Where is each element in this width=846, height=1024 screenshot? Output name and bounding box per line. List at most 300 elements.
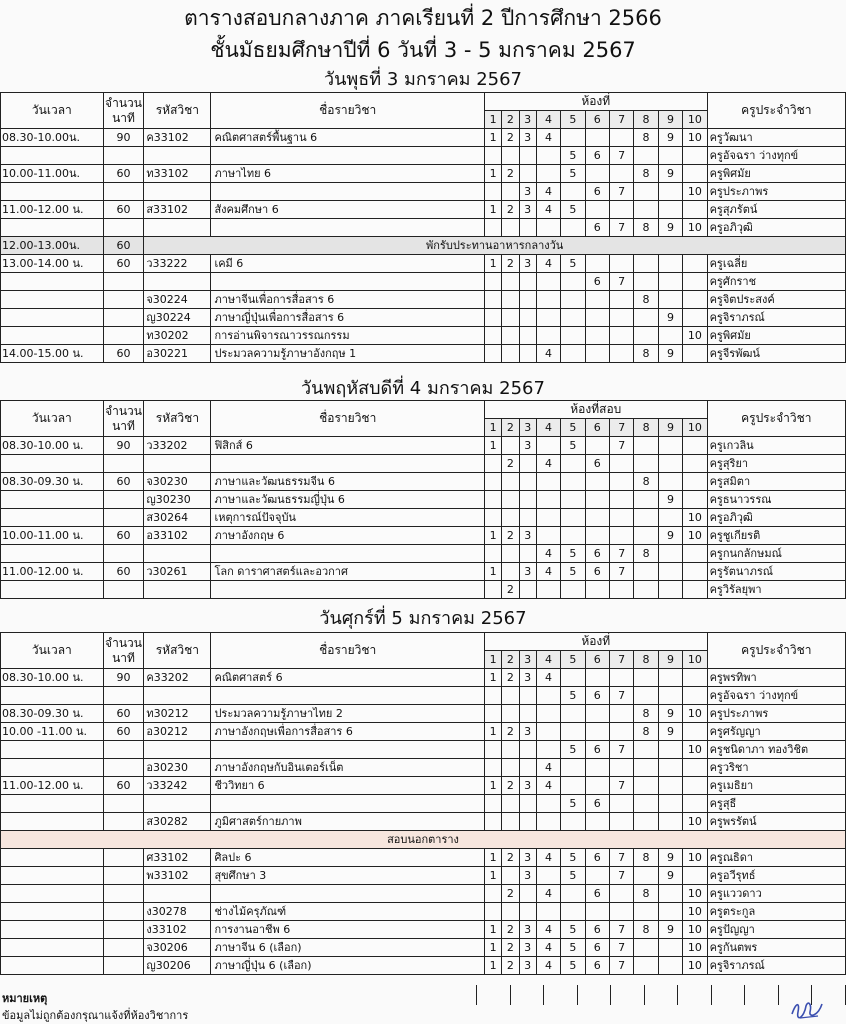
minutes-cell [103,813,144,831]
room-cell: 6 [585,741,609,759]
room-cell: 3 [519,723,536,741]
subject-name-cell: คณิตศาสตร์ 6 [211,669,485,687]
room-cell: 4 [536,777,560,795]
section-label: สอบนอกตาราง [1,831,846,849]
room-cell [502,705,519,723]
subject-code-cell: ค33202 [144,669,211,687]
subject-code-cell: ท30202 [144,327,211,345]
room-cell: 4 [536,255,560,273]
room-cell [634,581,658,599]
time-cell [1,309,104,327]
room-cell: 3 [519,939,536,957]
room-cell: 3 [519,669,536,687]
room-cell: 7 [609,219,633,237]
room-cell: 10 [683,903,707,921]
room-cell [502,903,519,921]
subject-name-cell: โลก ดาราศาสตร์และอวกาศ [211,563,485,581]
room-cell [519,545,536,563]
minutes-cell: 60 [103,705,144,723]
room-cell: 10 [683,509,707,527]
room-cell [561,759,585,777]
column-header-teacher: ครูประจำวิชา [707,93,845,129]
minutes-cell [103,545,144,563]
room-cell [585,255,609,273]
column-header-subject: ชื่อรายวิชา [211,401,485,437]
room-cell: 2 [502,527,519,545]
room-cell: 5 [561,741,585,759]
room-cell [585,327,609,345]
exam-row [1,129,846,147]
room-cell [634,183,658,201]
exam-row [1,201,846,219]
room-cell [536,309,560,327]
exam-row [1,509,846,527]
room-cell [683,545,707,563]
room-cell: 2 [502,777,519,795]
room-cell [519,741,536,759]
room-cell [561,455,585,473]
room-number-header: 9 [658,419,682,437]
subject-code-cell: จ30206 [144,939,211,957]
room-cell: 10 [683,885,707,903]
teacher-cell: ครูพิศมัย [707,165,845,183]
room-cell [484,491,501,509]
exam-row [1,219,846,237]
exam-row [1,309,846,327]
room-number-header: 3 [519,419,536,437]
room-cell [585,437,609,455]
time-cell: 11.00-12.00 น. [1,777,104,795]
room-cell: 1 [484,201,501,219]
room-cell: 6 [585,957,609,975]
room-cell: 7 [610,545,634,563]
room-cell: 7 [609,867,633,885]
room-cell: 7 [609,939,633,957]
exam-row [1,849,846,867]
exam-row [1,777,846,795]
room-cell: 7 [609,147,633,165]
room-cell [536,723,560,741]
room-cell [561,309,585,327]
room-number-header: 9 [658,111,682,129]
room-cell [561,777,585,795]
exam-row [1,885,846,903]
room-cell [585,129,609,147]
room-cell [585,165,609,183]
room-cell: 9 [658,219,682,237]
subject-name-cell: การอ่านพิจารณาวรรณกรรม [211,327,485,345]
subject-name-cell: ศิลปะ 6 [211,849,485,867]
minutes-cell: 60 [103,777,144,795]
room-number-header: 2 [502,651,519,669]
room-cell [536,219,560,237]
time-cell [1,921,104,939]
room-cell: 10 [683,219,707,237]
time-cell [1,455,104,473]
room-cell: 1 [484,777,501,795]
room-cell [658,473,682,491]
room-cell: 7 [609,849,633,867]
subject-name-cell: ภาษาอังกฤษ 6 [211,527,485,545]
room-cell: 9 [658,705,682,723]
teacher-cell: ครูอัจฉรา ว่างทุกข์ [707,147,845,165]
room-cell: 6 [585,147,609,165]
room-cell [536,291,560,309]
subject-name-cell [211,273,485,291]
room-cell [683,255,707,273]
room-cell: 4 [536,921,560,939]
document-subtitle: ชั้นมัธยมศึกษาปีที่ 6 วันที่ 3 - 5 มกราคม 2567 [210,38,636,62]
minutes-cell: 90 [103,669,144,687]
room-cell: 10 [683,527,707,545]
room-cell [502,687,519,705]
time-cell: 10.00-11.00 น. [1,527,104,545]
room-cell [634,795,658,813]
room-cell: 8 [634,219,658,237]
teacher-cell: ครูพรรัตน์ [707,813,845,831]
room-cell [519,813,536,831]
room-cell [658,885,682,903]
header-row [1,93,846,111]
room-cell: 8 [634,473,658,491]
room-cell [536,813,560,831]
exam-row [1,705,846,723]
room-cell [658,327,682,345]
subject-code-cell: ส30264 [144,509,211,527]
room-cell: 3 [519,563,536,581]
time-cell: 08.30-09.30 น. [1,473,104,491]
subject-name-cell: ภาษาญี่ปุ่น 6 (เลือก) [211,957,485,975]
room-cell: 3 [519,867,536,885]
room-cell [536,705,560,723]
room-cell [561,705,585,723]
room-cell [609,327,633,345]
subject-name-cell: ภาษาอังกฤษกับอินเตอร์เน็ต [211,759,485,777]
room-cell [561,473,585,491]
minutes-cell [103,309,144,327]
room-cell: 9 [658,165,682,183]
column-header-rooms: ห้องที่ [484,633,707,651]
room-cell [502,741,519,759]
teacher-cell: ครูศรัญญา [707,723,845,741]
room-cell [658,939,682,957]
room-cell: 3 [519,129,536,147]
room-cell: 10 [683,921,707,939]
room-cell [585,705,609,723]
room-cell [610,509,634,527]
room-cell [585,491,609,509]
room-cell: 8 [634,705,658,723]
minutes-cell [103,867,144,885]
room-cell [519,273,536,291]
room-cell [484,309,501,327]
column-header-time: วันเวลา [1,633,104,669]
room-cell [609,201,633,219]
room-cell: 2 [502,921,519,939]
time-cell [1,957,104,975]
column-header-time: วันเวลา [1,401,104,437]
room-cell: 9 [658,345,682,363]
room-cell [536,491,560,509]
time-cell [1,687,104,705]
room-cell [502,183,519,201]
exam-row [1,437,846,455]
room-cell [683,563,707,581]
room-cell [634,939,658,957]
subject-code-cell: ค33102 [144,129,211,147]
section-row [1,831,846,849]
room-cell [502,437,519,455]
room-cell [658,957,682,975]
minutes-cell: 60 [103,255,144,273]
room-cell [585,723,609,741]
room-cell [585,309,609,327]
room-cell [634,741,658,759]
teacher-cell: ครูจีรพัฒน์ [707,345,845,363]
room-cell [519,147,536,165]
exam-row [1,581,846,599]
room-cell: 4 [536,885,560,903]
room-cell: 5 [561,255,585,273]
minutes-label-line2: นาที [112,418,135,433]
minutes-label-line2: นาที [112,650,135,665]
room-cell: 6 [585,687,609,705]
subject-code-cell [144,795,211,813]
room-cell: 3 [519,957,536,975]
room-number-header: 8 [634,419,658,437]
room-cell [683,345,707,363]
time-cell [1,885,104,903]
room-cell: 2 [502,723,519,741]
time-cell [1,795,104,813]
room-cell [585,903,609,921]
room-cell [658,813,682,831]
room-cell: 5 [561,849,585,867]
room-cell: 9 [658,849,682,867]
room-cell [634,255,658,273]
room-cell [484,509,501,527]
break-label: พักรับประทานอาหารกลางวัน [144,237,846,255]
subject-name-cell: คณิตศาสตร์พื้นฐาน 6 [211,129,485,147]
column-header-minutes [103,633,144,669]
minutes-cell: 60 [103,723,144,741]
subject-code-cell: ญ30230 [144,491,211,509]
teacher-cell: ครูวิรัลยุพา [707,581,845,599]
header-row [1,401,846,419]
exam-row [1,545,846,563]
exam-row [1,813,846,831]
teacher-cell: ครูอภิวุฒิ [707,219,845,237]
time-cell [1,759,104,777]
room-number-header: 9 [658,651,682,669]
subject-name-cell [211,545,485,563]
room-cell: 7 [609,921,633,939]
teacher-cell: ครูจิราภรณ์ [707,957,845,975]
subject-code-cell [144,455,211,473]
time-cell [1,849,104,867]
room-cell: 7 [610,437,634,455]
room-cell [484,885,501,903]
subject-code-cell: ศ33102 [144,849,211,867]
room-cell [519,309,536,327]
room-cell [484,473,501,491]
teacher-cell: ครูวัฒนา [707,129,845,147]
room-cell: 2 [502,939,519,957]
room-cell: 8 [634,545,658,563]
room-cell [683,581,707,599]
room-cell: 2 [502,455,519,473]
subject-code-cell [144,273,211,291]
subject-code-cell: อ30230 [144,759,211,777]
room-cell [502,813,519,831]
room-cell [658,509,682,527]
teacher-cell: ครูพรทิพา [707,669,845,687]
notes-label: หมายเหตุ [2,992,48,1005]
subject-name-cell [211,147,485,165]
room-cell [634,957,658,975]
exam-row [1,723,846,741]
room-cell [585,345,609,363]
subject-name-cell: ภาษาและวัฒนธรรมจีน 6 [211,473,485,491]
room-cell [484,147,501,165]
room-cell: 2 [502,885,519,903]
room-cell: 1 [484,563,501,581]
notes-text: ข้อมูลไม่ถูกต้องกรุณาแจ้งที่ห้องวิชาการ [2,1009,189,1022]
room-cell [519,903,536,921]
room-cell: 1 [484,129,501,147]
minutes-cell [103,581,144,599]
room-cell: 4 [536,669,560,687]
room-number-header: 7 [610,419,634,437]
teacher-cell: ครูสมิตา [707,473,845,491]
room-cell: 9 [658,921,682,939]
subject-name-cell: สุขศึกษา 3 [211,867,485,885]
subject-code-cell: ว30261 [144,563,211,581]
column-header-minutes [103,93,144,129]
minutes-cell: 60 [103,345,144,363]
column-header-rooms: ห้องที่สอบ [484,401,707,419]
room-cell [609,759,633,777]
room-cell [658,545,682,563]
subject-code-cell [144,885,211,903]
room-cell [610,455,634,473]
time-cell [1,581,104,599]
subject-code-cell: อ33102 [144,527,211,545]
time-cell [1,903,104,921]
exam-row [1,327,846,345]
minutes-cell [103,939,144,957]
room-cell: 4 [536,545,560,563]
minutes-cell [103,921,144,939]
time-cell [1,939,104,957]
room-cell: 5 [561,147,585,165]
minutes-cell [103,491,144,509]
subject-name-cell: ภูมิศาสตร์กายภาพ [211,813,485,831]
subject-code-cell: ท30212 [144,705,211,723]
column-header-teacher: ครูประจำวิชา [707,401,845,437]
room-cell: 3 [519,255,536,273]
room-cell: 6 [585,795,609,813]
room-cell: 7 [609,777,633,795]
room-cell: 9 [658,309,682,327]
room-cell [634,437,658,455]
room-cell [683,491,707,509]
room-cell: 6 [585,183,609,201]
room-cell [609,669,633,687]
room-cell [683,273,707,291]
room-cell [609,129,633,147]
room-cell: 7 [609,273,633,291]
room-cell: 2 [502,255,519,273]
room-cell [536,147,560,165]
room-cell: 10 [683,939,707,957]
room-cell [634,669,658,687]
room-cell [502,147,519,165]
minutes-cell: 90 [103,437,144,455]
room-number-header: 8 [634,111,658,129]
room-cell: 1 [484,921,501,939]
room-number-header: 3 [519,651,536,669]
room-cell: 5 [561,201,585,219]
room-cell [683,867,707,885]
minutes-cell [103,219,144,237]
room-cell [484,741,501,759]
subject-name-cell: ภาษาไทย 6 [211,165,485,183]
room-cell: 5 [561,957,585,975]
minutes-cell: 60 [103,165,144,183]
room-cell: 6 [585,939,609,957]
room-cell [536,867,560,885]
room-cell: 6 [585,563,609,581]
room-cell [561,885,585,903]
room-cell [609,165,633,183]
room-cell [683,759,707,777]
room-cell: 6 [585,273,609,291]
time-cell [1,273,104,291]
room-cell [484,273,501,291]
room-cell [634,777,658,795]
room-cell [585,759,609,777]
room-cell [683,201,707,219]
room-cell [683,723,707,741]
room-cell [585,867,609,885]
room-number-header: 4 [536,419,560,437]
minutes-cell: 60 [103,563,144,581]
subject-name-cell [211,885,485,903]
room-cell: 1 [484,527,501,545]
day-title-friday: วันศุกร์ที่ 5 มกราคม 2567 [319,608,527,629]
subject-code-cell: ส33102 [144,201,211,219]
room-cell [519,219,536,237]
subject-name-cell [211,183,485,201]
room-cell [609,885,633,903]
room-cell: 8 [634,129,658,147]
subject-name-cell [211,455,485,473]
room-cell [610,581,634,599]
room-cell: 4 [536,563,560,581]
room-cell [585,509,609,527]
room-cell: 8 [634,291,658,309]
room-cell [561,669,585,687]
minutes-cell: 60 [103,237,144,255]
subject-code-cell: จ30230 [144,473,211,491]
room-cell [519,455,536,473]
exam-row [1,867,846,885]
room-number-header: 6 [585,651,609,669]
teacher-cell: ครูณธิดา [707,849,845,867]
teacher-cell: ครูเกวลิน [707,437,845,455]
time-cell [1,147,104,165]
